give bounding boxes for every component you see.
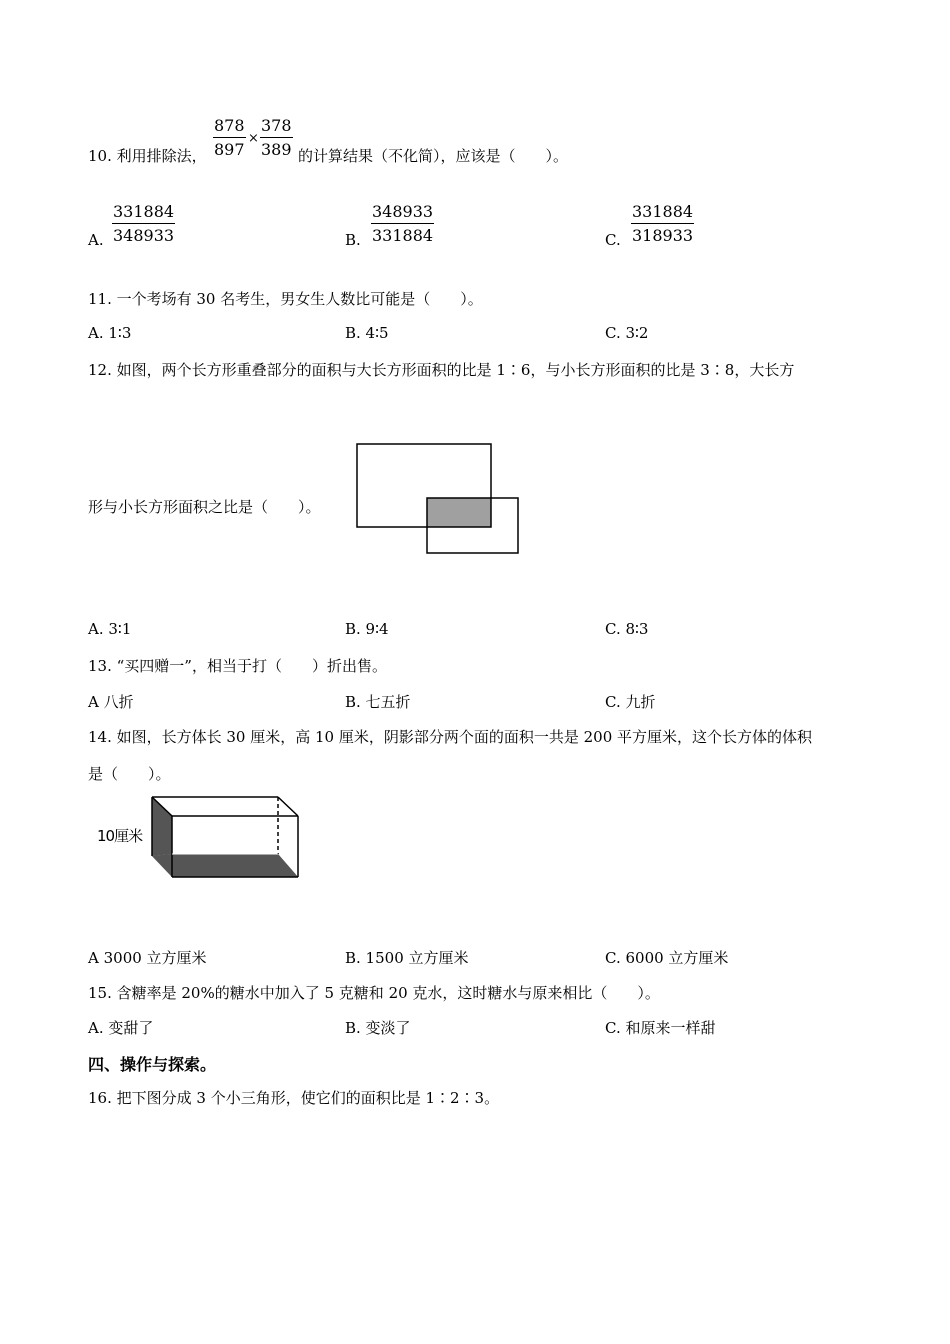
- times-sign: ×: [248, 131, 259, 146]
- q10-suffix: 的计算结果（不化简），应该是（ ）。: [298, 147, 569, 165]
- q10-prefix: 10. 利用排除法，: [88, 147, 207, 165]
- fraction-numerator: 331884: [631, 203, 694, 224]
- q15-option-a: A. 变甜了: [88, 1019, 154, 1037]
- q12-line2: 形与小长方形面积之比是（ ）。: [88, 498, 321, 516]
- height-label: 10厘米: [97, 827, 143, 845]
- edge: [278, 797, 298, 816]
- fraction-denominator: 389: [261, 140, 292, 159]
- q10-option-c-label: C.: [605, 231, 621, 249]
- q15-option-b: B. 变淡了: [345, 1019, 411, 1037]
- cuboid-figure: [150, 795, 302, 881]
- q10-fraction-1: [213, 117, 246, 159]
- q14-option-c: C. 6000 立方厘米: [605, 949, 729, 967]
- q10-option-a-fraction: [112, 203, 175, 245]
- q14-option-a: A 3000 立方厘米: [88, 949, 207, 967]
- q13-option-a: A 八折: [88, 693, 134, 711]
- q11-option-a: A. 1∶3: [88, 324, 132, 342]
- fraction-denominator: 318933: [632, 226, 694, 245]
- q10-option-b-fraction: [371, 203, 434, 245]
- fraction-numerator: 378: [260, 117, 293, 138]
- fraction-denominator: 348933: [113, 226, 175, 245]
- q12-option-b: B. 9∶4: [345, 620, 389, 638]
- q12-line1: 12. 如图，两个长方形重叠部分的面积与大长方形面积的比是 1∶6，与小长方形面积的比是 3∶8，大长方: [88, 361, 795, 379]
- q15-text: 15. 含糖率是 20%的糖水中加入了 5 克糖和 20 克水，这时糖水与原来相比（ ）。: [88, 984, 660, 1002]
- section-heading: 四、操作与探索。: [88, 1055, 217, 1074]
- q16-text: 16. 把下图分成 3 个小三角形，使它们的面积比是 1∶2∶3。: [88, 1089, 500, 1107]
- q10-option-b-label: B.: [345, 231, 361, 249]
- q12-option-c: C. 8∶3: [605, 620, 649, 638]
- fraction-numerator: 878: [213, 117, 246, 138]
- q14-line1: 14. 如图，长方体长 30 厘米，高 10 厘米，阴影部分两个面的面积一共是 200 平方厘米，这个长方体的体积: [88, 728, 813, 746]
- q13-text: 13. “买四赠一”，相当于打（ ）折出售。: [88, 657, 387, 675]
- q15-option-c: C. 和原来一样甜: [605, 1019, 716, 1037]
- fraction-numerator: 331884: [112, 203, 175, 224]
- q12-option-a: A. 3∶1: [88, 620, 132, 638]
- bottom-face-fill: [152, 854, 298, 877]
- overlapping-rectangles-figure: [355, 442, 523, 556]
- q11-option-b: B. 4∶5: [345, 324, 389, 342]
- fraction-denominator: 897: [214, 140, 245, 159]
- q11-option-c: C. 3∶2: [605, 324, 649, 342]
- q14-option-b: B. 1500 立方厘米: [345, 949, 469, 967]
- overlap-shaded-region: [427, 498, 491, 527]
- q13-option-b: B. 七五折: [345, 693, 411, 711]
- fraction-numerator: 348933: [371, 203, 434, 224]
- q14-line2: 是（ ）。: [88, 765, 171, 783]
- q10-option-c-fraction: [631, 203, 694, 245]
- q13-option-c: C. 九折: [605, 693, 656, 711]
- q10-option-a-label: A.: [88, 231, 104, 249]
- q11-text: 11. 一个考场有 30 名考生，男女生人数比可能是（ ）。: [88, 290, 483, 308]
- q10-fraction-2: [260, 117, 293, 159]
- fraction-denominator: 331884: [372, 226, 434, 245]
